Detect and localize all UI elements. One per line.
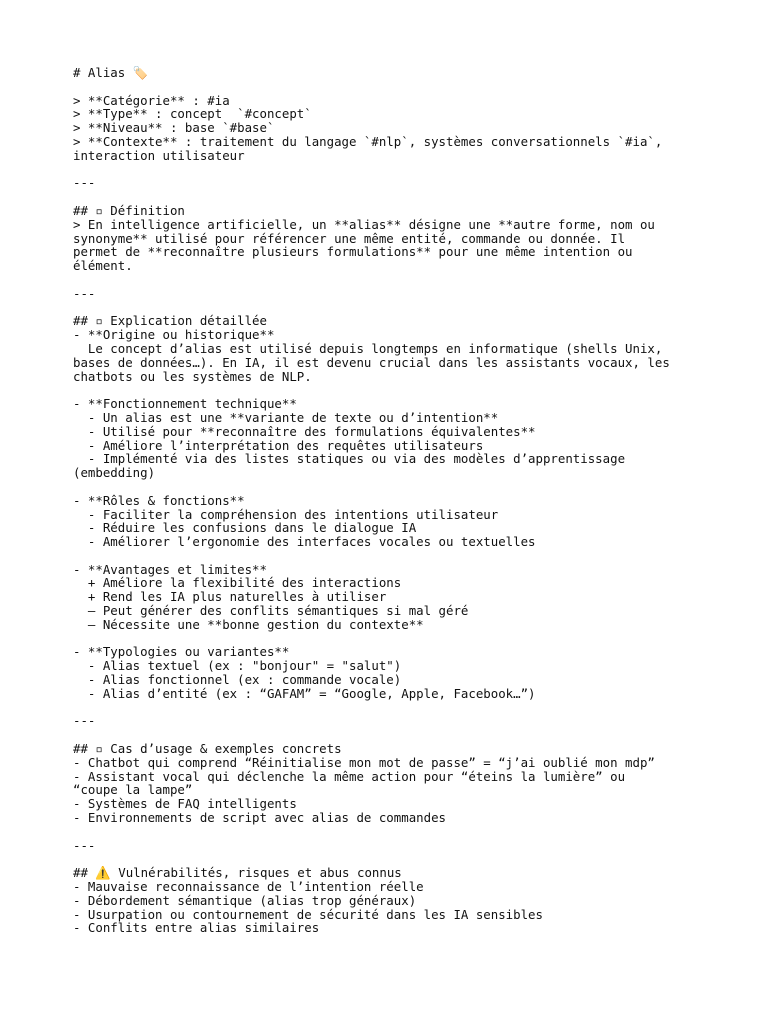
list-item: - **Avantages et limites** [73, 561, 267, 577]
blank-line [73, 383, 753, 397]
list-item: - **Fonctionnement technique** [73, 396, 297, 412]
list-item: - Assistant vocal qui déclenche la même action pour “éteins la lumière” ou [73, 768, 626, 784]
list-item: - Systèmes de FAQ intelligents [73, 796, 297, 812]
list-item: - Alias d’entité (ex : “GAFAM” = “Google, Apple, Facebook…”) [73, 685, 536, 701]
blank-line [73, 632, 753, 646]
blank-line [73, 190, 753, 204]
list-item: - Réduire les confusions dans le dialogue IA [73, 520, 417, 536]
list-item: - Améliore l’interprétation des requêtes utilisateurs [73, 437, 484, 453]
list-item: - Usurpation ou contournement de sécurité dans les IA sensibles [73, 906, 543, 922]
list-item: - Environnements de script avec alias de commandes [73, 810, 446, 826]
blank-line [73, 480, 753, 494]
text-line: permet de **reconnaître plusieurs formulations** pour une même intention ou [73, 244, 633, 260]
text-line: chatbots ou les systèmes de NLP. [73, 368, 312, 384]
list-item: - Faciliter la compréhension des intentions utilisateur [73, 506, 499, 522]
text-line: (embedding) [73, 465, 156, 481]
blank-line [73, 549, 753, 563]
blockquote-line: > En intelligence artificielle, un **alias** désigne une **autre forme, nom ou [73, 216, 655, 232]
blank-line [73, 852, 753, 866]
list-item: - **Origine ou historique** [73, 327, 275, 343]
blank-line [73, 273, 753, 287]
list-item: - **Rôles & fonctions** [73, 492, 245, 508]
blank-line [73, 80, 753, 94]
list-item: – Nécessite une **bonne gestion du contexte** [73, 616, 424, 632]
blank-line [73, 728, 753, 742]
section-heading: ## ▫ Explication détaillée [73, 313, 267, 329]
list-item: + Améliore la flexibilité des interactions [73, 575, 402, 591]
text-line: “coupe la lampe” [73, 782, 193, 798]
list-item: - Débordement sémantique (alias trop généraux) [73, 892, 417, 908]
blockquote-line: > **Niveau** : base `#base` [73, 120, 275, 136]
list-item: - Un alias est une **variante de texte ou d’intention** [73, 409, 499, 425]
blank-line [73, 163, 753, 177]
text-line: synonyme** utilisé pour référencer une même entité, commande ou donnée. Il [73, 230, 626, 246]
blockquote-line: > **Contexte** : traitement du langage `#nlp`, systèmes conversationnels `#ia`, [73, 133, 663, 149]
section-heading: ## ▫ Définition [73, 202, 185, 218]
document-title: # Alias 🏷️ [73, 65, 149, 80]
section-heading: ## ▫ Cas d’usage & exemples concrets [73, 741, 342, 757]
blank-line [73, 825, 753, 839]
list-item: – Peut générer des conflits sémantiques si mal géré [73, 603, 469, 619]
list-item: - Chatbot qui comprend “Réinitialise mon mot de passe” = “j’ai oublié mon mdp” [73, 754, 655, 770]
document-page [73, 66, 753, 935]
horizontal-rule: --- [73, 713, 96, 729]
text-line: bases de données…). En IA, il est devenu crucial dans les assistants vocaux, les [73, 354, 670, 370]
text-line: élément. [73, 258, 133, 274]
horizontal-rule: --- [73, 175, 96, 191]
section-heading: ## ⚠️ Vulnérabilités, risques et abus connus [73, 865, 402, 881]
list-item: - Utilisé pour **reconnaître des formulations équivalentes** [73, 423, 536, 439]
list-item: - Améliorer l’ergonomie des interfaces vocales ou textuelles [73, 534, 536, 550]
text-line: Le concept d’alias est utilisé depuis longtemps en informatique (shells Unix, [73, 340, 663, 356]
text-line: interaction utilisateur [73, 147, 245, 163]
blockquote-line: > **Catégorie** : #ia [73, 92, 230, 108]
horizontal-rule: --- [73, 837, 96, 853]
list-item: - Mauvaise reconnaissance de l’intention réelle [73, 879, 424, 895]
list-item: - Alias fonctionnel (ex : commande vocale) [73, 672, 402, 688]
list-item: - **Typologies ou variantes** [73, 644, 290, 660]
horizontal-rule: --- [73, 285, 96, 301]
list-item: - Alias textuel (ex : "bonjour" = "salut") [73, 658, 402, 674]
list-item: + Rend les IA plus naturelles à utiliser [73, 589, 387, 605]
list-item: - Conflits entre alias similaires [73, 920, 320, 936]
list-item: - Implémenté via des listes statiques ou via des modèles d’apprentissage [73, 451, 626, 467]
blank-line [73, 301, 753, 315]
blank-line [73, 701, 753, 715]
blockquote-line: > **Type** : concept `#concept` [73, 106, 312, 122]
